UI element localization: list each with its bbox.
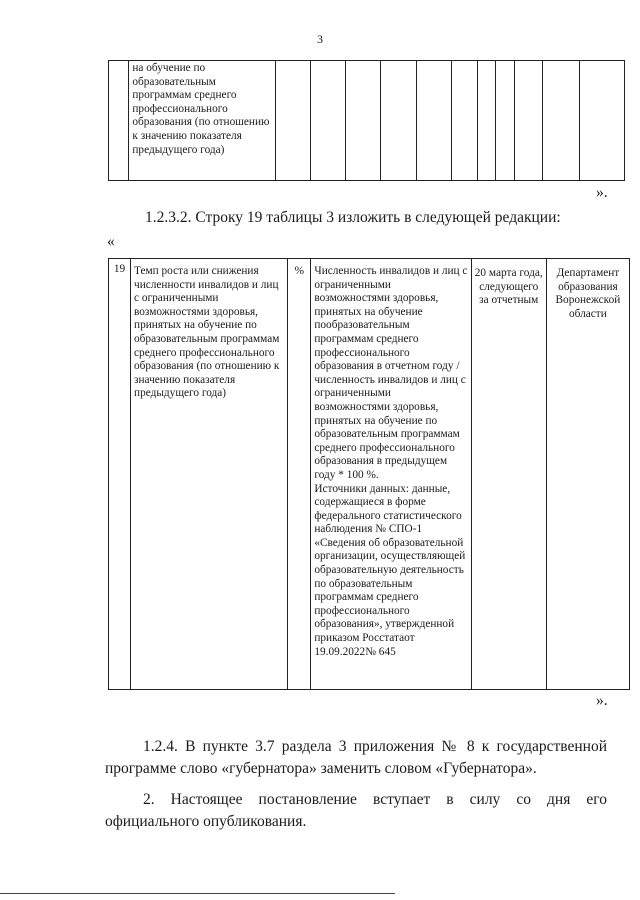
closing-quote: ». [596,184,608,201]
row-19-table [108,258,630,690]
sources-text: Источники данных: данные, содержащиеся в форме федерального статистического наблюдения № СПО-1 «Сведения об образовательной организации, осуществляющей образовательную деятельность по образовательным программам среднего профессионального образования», утвержденной приказом Росстатаот 19.09.2022№ 645 [314,482,466,658]
table-cell [542,61,579,181]
top-table-indicator-text: на обучение по образовательным программам среднего профессионального образования (по отношению к значению показателя предыдущего года) [132,62,270,156]
indicator-text: Темп роста или снижения численности инвалидов и лиц с ограниченными возможностями здоровья, принятых на обучение по образовательным программам среднего профессионального образования (по отношению к значению показателя предыдущего года) [134,265,280,400]
table-cell [381,61,416,181]
top-table [108,60,625,181]
deadline-text: 20 марта года, следующего за отчетным [474,267,543,307]
responsible-text: Департамент образования Воронежской области [555,267,621,320]
responsible-cell [546,259,629,690]
top-table-indicator-cell [129,61,275,181]
page-number: 3 [317,32,323,46]
deadline-cell [471,259,546,690]
row-number: 19 [113,263,126,275]
paragraph-2: 2. Настоящее постановление вступает в силу со дня его официального опубликования. [105,791,607,830]
table-cell [496,61,515,181]
opening-quote: « [107,233,115,250]
top-table-num-cell [109,61,129,181]
unit-cell [288,259,311,690]
table-cell [451,61,477,181]
paragraph-1-2-3-2: 1.2.3.2. Строку 19 таблицы 3 изложить в следующей редакции: [145,209,561,226]
table-cell [579,61,624,181]
table-cell [275,61,310,181]
paragraph-1-2-4: 1.2.4. В пункте 3.7 раздела 3 приложения № 8 к государственной программе слово «губернатора» заменить словом «Губернатора». [105,738,607,777]
table-cell [514,61,542,181]
closing-quote: ». [596,692,608,709]
method-text: Численность инвалидов и лиц с ограниченными возможностями здоровья, принятых на обучение пообразовательным программам среднего профессионального образования в отчетном году / численность инвалидов и лиц с ограниченными возможностями здоровья, принятых на обучение по образовательным программам среднего профессионального образования в предыдущем году * 100 %. [314,265,468,481]
method-cell [311,259,471,690]
unit-text: % [294,265,305,277]
footer-rule [0,893,395,894]
table-cell [416,61,451,181]
table-cell [346,61,381,181]
row-number-cell [109,259,131,690]
indicator-cell [131,259,288,690]
table-cell [477,61,496,181]
table-cell [310,61,345,181]
